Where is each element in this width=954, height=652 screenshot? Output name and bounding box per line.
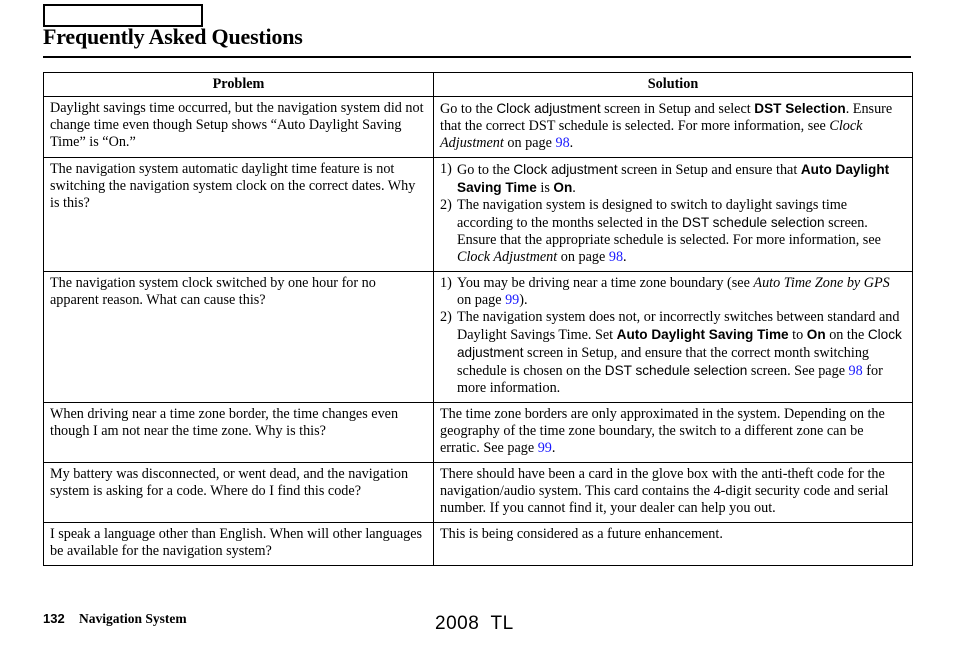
solution-text: to bbox=[788, 327, 807, 343]
problem-cell: My battery was disconnected, or went dead, and the navigation system is asking for a code. Where do I find this code? bbox=[44, 463, 434, 523]
table-row bbox=[44, 463, 913, 523]
solution-steps bbox=[440, 275, 906, 397]
page-link[interactable]: 99 bbox=[505, 292, 520, 308]
ui-option-name: Auto Daylight Saving Time bbox=[616, 327, 789, 342]
page-number: 132 bbox=[43, 611, 65, 626]
page-link[interactable]: 98 bbox=[608, 249, 624, 265]
table-row bbox=[44, 403, 913, 463]
ui-screen-name: Clock adjustment bbox=[513, 162, 618, 177]
solution-text: for more information. bbox=[457, 363, 883, 396]
solution-cell: There should have been a card in the glove box with the anti-theft code for the navigation/audio system. This card contains the 4-digit security code and serial number. If you cannot find it, your dealer can help you out. bbox=[434, 463, 913, 523]
solution-text: . bbox=[623, 249, 627, 265]
section-reference: Clock Adjustment bbox=[440, 118, 863, 151]
footer-model-label: 2008 TL bbox=[435, 613, 514, 634]
solution-text: screen. See page bbox=[747, 363, 849, 379]
solution-text: You may be driving near a time zone boundary (see bbox=[457, 275, 754, 291]
step-number: 1) bbox=[440, 275, 452, 291]
ui-screen-name: DST schedule selection bbox=[604, 363, 748, 378]
header-problem: Problem bbox=[44, 73, 434, 97]
ui-option-name: DST Selection bbox=[754, 101, 846, 116]
step-number: 2) bbox=[440, 309, 452, 325]
footer-section-name: Navigation System bbox=[79, 611, 187, 626]
table-row bbox=[44, 97, 913, 158]
ui-screen-name: Clock adjustment bbox=[457, 327, 902, 360]
page-link[interactable]: 99 bbox=[537, 440, 552, 456]
solution-text: Go to the bbox=[440, 101, 497, 117]
ui-option-name: On bbox=[806, 327, 826, 342]
solution-text: ). bbox=[519, 292, 528, 308]
ui-option-name: Auto Daylight Saving Time bbox=[457, 162, 890, 195]
solution-text: The navigation system does not, or incorrectly switches between standard and Daylight Savings Time. Set bbox=[457, 309, 900, 343]
step-number: 1) bbox=[440, 161, 452, 177]
solution-text: on page bbox=[503, 135, 556, 151]
page-title: Frequently Asked Questions bbox=[43, 24, 303, 49]
solution-text: screen in Setup and ensure that bbox=[617, 162, 801, 178]
solution-step bbox=[440, 275, 906, 309]
ui-screen-name: Clock adjustment bbox=[496, 101, 601, 116]
solution-text: . bbox=[572, 180, 576, 196]
table-row bbox=[44, 523, 913, 566]
title-divider bbox=[43, 56, 911, 58]
solution-text: screen in Setup, and ensure that the correct month switching schedule is chosen on the bbox=[457, 345, 870, 379]
solution-cell: This is being considered as a future enhancement. bbox=[434, 523, 913, 566]
page-link[interactable]: 98 bbox=[848, 363, 863, 379]
solution-step bbox=[440, 309, 906, 397]
table-row bbox=[44, 158, 913, 272]
solution-text: The navigation system is designed to switch to daylight savings time according to the months selected in the bbox=[457, 197, 848, 231]
solution-step bbox=[440, 197, 906, 266]
solution-cell bbox=[434, 158, 913, 272]
table-header-row bbox=[44, 73, 913, 97]
solution-text: The time zone borders are only approximated in the system. Depending on the geography of the time zone boundary, the switch to a different zone can be erratic. See page bbox=[440, 406, 885, 456]
solution-cell bbox=[434, 272, 913, 403]
solution-text: is bbox=[536, 180, 554, 196]
solution-text: screen. Ensure that the appropriate schedule is selected. For more information, see bbox=[457, 215, 881, 248]
ui-screen-name: DST schedule selection bbox=[681, 215, 825, 230]
section-reference: Clock Adjustment bbox=[457, 249, 558, 265]
section-reference: Auto Time Zone by GPS bbox=[753, 275, 890, 291]
problem-cell: The navigation system automatic daylight time feature is not switching the navigation system clock on the correct dates. Why is this? bbox=[44, 158, 434, 272]
solution-step bbox=[440, 161, 906, 197]
solution-cell bbox=[434, 97, 913, 158]
solution-text: screen in Setup and select bbox=[600, 101, 755, 117]
step-number: 2) bbox=[440, 197, 452, 213]
solution-cell bbox=[434, 403, 913, 463]
faq-table bbox=[43, 72, 913, 566]
problem-cell: When driving near a time zone border, the time changes even though I am not near the time zone. Why is this? bbox=[44, 403, 434, 463]
solution-text: . bbox=[569, 135, 574, 151]
solution-text: on page bbox=[557, 249, 609, 265]
solution-text: on page bbox=[457, 292, 506, 308]
table-row bbox=[44, 272, 913, 403]
solution-text: on the bbox=[825, 327, 868, 343]
page-link[interactable]: 98 bbox=[555, 135, 570, 151]
header-solution: Solution bbox=[434, 73, 913, 97]
problem-cell: I speak a language other than English. When will other languages be available for the navigation system? bbox=[44, 523, 434, 566]
problem-cell: The navigation system clock switched by one hour for no apparent reason. What can cause this? bbox=[44, 272, 434, 403]
problem-cell: Daylight savings time occurred, but the navigation system did not change time even though Setup shows “Auto Daylight Saving Time” is “On.” bbox=[44, 97, 434, 158]
solution-text: . bbox=[551, 440, 556, 456]
solution-text: Go to the bbox=[457, 162, 514, 178]
solution-text: . Ensure that the correct DST schedule is selected. For more information, see bbox=[440, 101, 893, 134]
solution-steps bbox=[440, 161, 906, 266]
ui-option-name: On bbox=[553, 180, 573, 195]
